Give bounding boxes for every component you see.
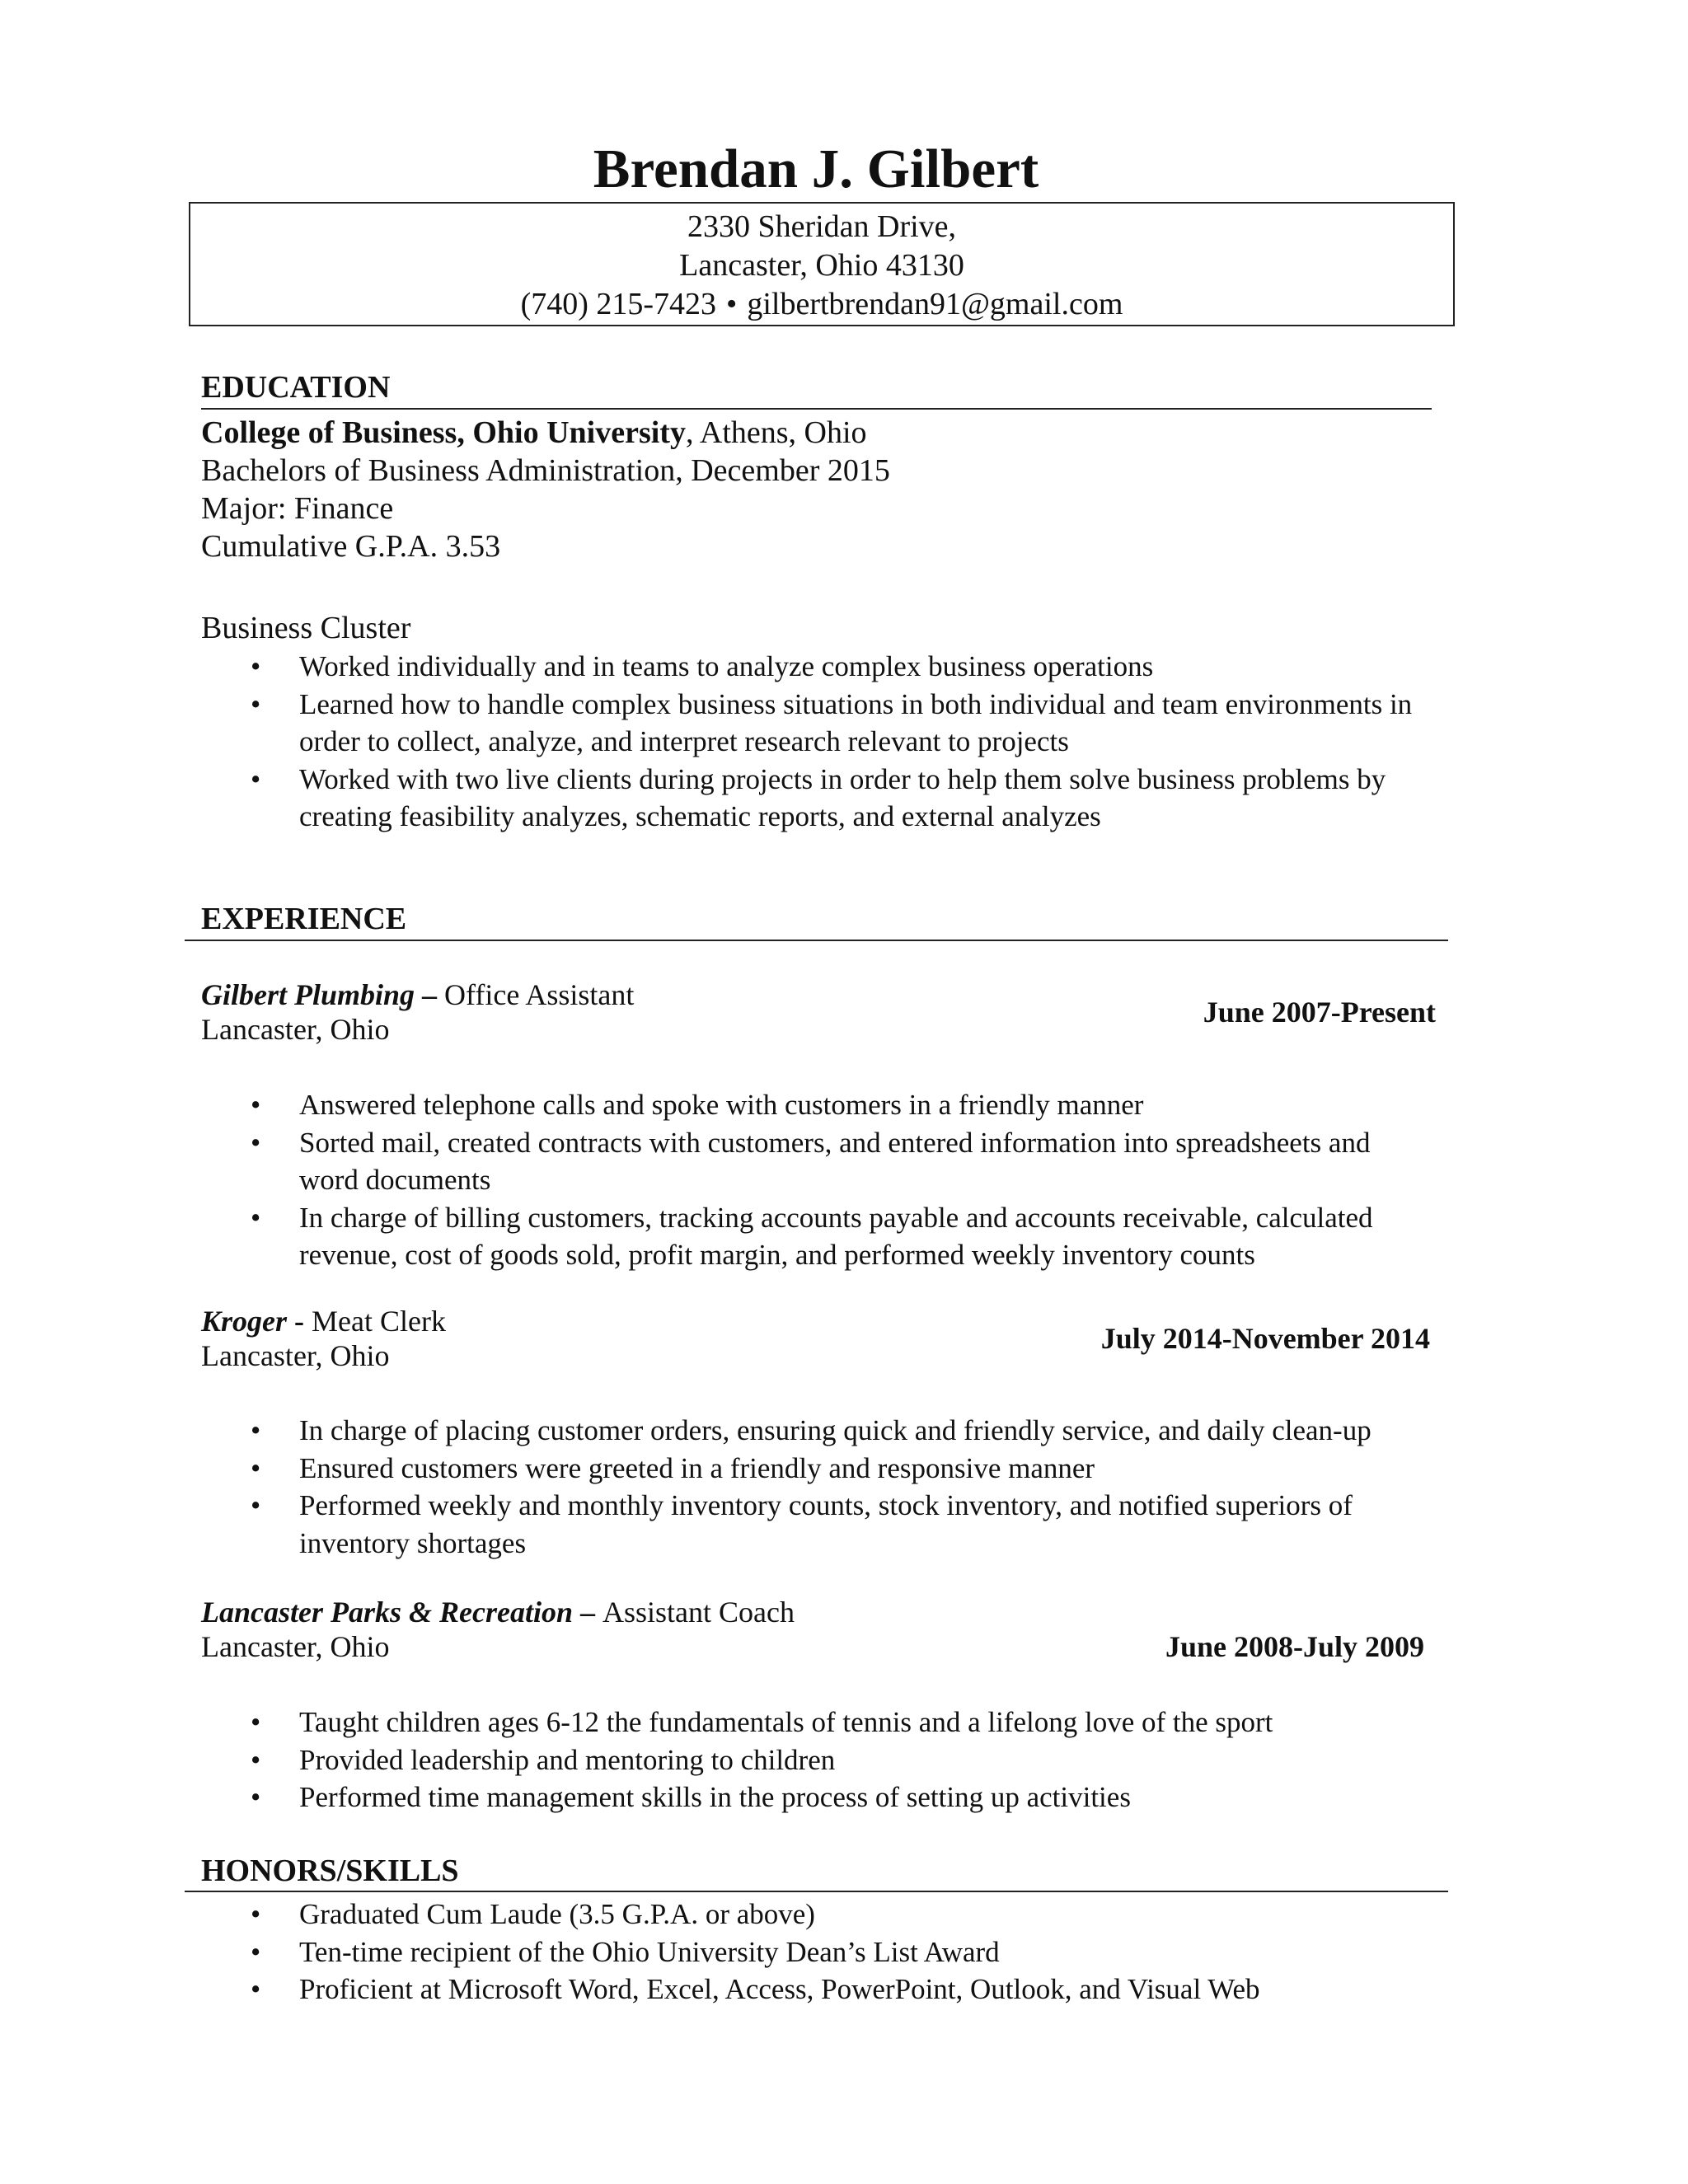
bullet-icon: • — [251, 762, 261, 795]
list-item: • Provided leadership and mentoring to children — [0, 1741, 1437, 1779]
degree-line: Bachelors of Business Administration, December 2015 — [201, 453, 890, 488]
job-location: Lancaster, Ohio — [201, 1013, 390, 1046]
candidate-name: Brendan J. Gilbert — [593, 138, 1039, 199]
job-role: Assistant Coach — [602, 1596, 795, 1629]
list-item: • Sorted mail, created contracts with customers, and entered information into spreadsheets and word documents — [0, 1124, 1437, 1199]
job-dates: June 2007-Present — [1203, 996, 1436, 1029]
list-item: • In charge of placing customer orders, ensuring quick and friendly service, and daily clean-up — [0, 1412, 1437, 1450]
bullet-icon: • — [251, 1089, 261, 1121]
contact-line — [190, 285, 1453, 324]
bullet-icon: • — [251, 1706, 261, 1738]
school-location: , Athens, Ohio — [685, 415, 867, 450]
phone-number: (740) 215-7423 — [520, 287, 717, 321]
bullet-icon: • — [251, 1935, 261, 1968]
job-title-line: Gilbert Plumbing – Office Assistant — [201, 978, 635, 1011]
gpa-line: Cumulative G.P.A. 3.53 — [201, 529, 501, 564]
list-item: • Ten-time recipient of the Ohio University Dean’s List Award — [0, 1933, 1437, 1971]
school-name: College of Business, Ohio University — [201, 415, 686, 450]
bullet-icon: • — [251, 1451, 261, 1484]
bullet-icon: • — [251, 1489, 261, 1521]
contact-box — [189, 202, 1455, 326]
company-name: Gilbert Plumbing — [201, 978, 415, 1011]
school-line — [201, 414, 890, 452]
bullet-icon: • — [251, 650, 261, 682]
bullet-icon: • — [251, 1898, 261, 1930]
honors-heading: HONORS/SKILLS — [201, 1854, 459, 1888]
bullet-icon: • — [251, 1126, 261, 1159]
email-address: gilbertbrendan91@gmail.com — [747, 287, 1123, 321]
bullet-icon: • — [251, 687, 261, 720]
job-bullet-list — [0, 1086, 1437, 1274]
education-details — [201, 414, 890, 565]
list-item: • Taught children ages 6-12 the fundamentals of tennis and a lifelong love of the sport — [0, 1704, 1437, 1741]
address-line-1: 2330 Sheridan Drive, — [687, 209, 957, 244]
experience-rule — [185, 940, 1448, 941]
list-item: • Proficient at Microsoft Word, Excel, Access, PowerPoint, Outlook, and Visual Web — [0, 1971, 1437, 2008]
job-role: Office Assistant — [444, 978, 635, 1011]
education-heading: EDUCATION — [201, 370, 391, 405]
job-dates: July 2014-November 2014 — [1100, 1322, 1430, 1355]
separator-bullet: • — [726, 287, 738, 321]
list-item: • Worked with two live clients during projects in order to help them solve business problems by creating feasibility analyzes, schematic reports, and external analyzes — [0, 761, 1437, 836]
honors-rule — [185, 1891, 1448, 1892]
cluster-bullet-list — [0, 648, 1437, 836]
bullet-icon: • — [251, 1743, 261, 1776]
list-item: • In charge of billing customers, tracking accounts payable and accounts receivable, calculated revenue, cost of goods sold, profit margin, and performed weekly inventory counts — [0, 1199, 1437, 1274]
education-rule — [201, 408, 1432, 410]
job-title-line: Kroger - Meat Clerk — [201, 1305, 446, 1338]
address-line-2: Lancaster, Ohio 43130 — [679, 248, 964, 283]
list-item: • Learned how to handle complex business situations in both individual and team environments in order to collect, analyze, and interpret research relevant to projects — [0, 686, 1437, 761]
job-dates: June 2008-July 2009 — [1165, 1630, 1424, 1663]
list-item: • Performed weekly and monthly inventory counts, stock inventory, and notified superiors of inventory shortages — [0, 1487, 1437, 1562]
list-item: • Performed time management skills in the process of setting up activities — [0, 1779, 1437, 1816]
job-title-line: Lancaster Parks & Recreation – Assistant Coach — [201, 1596, 795, 1629]
bullet-icon: • — [251, 1414, 261, 1446]
experience-heading: EXPERIENCE — [201, 902, 407, 936]
company-name: Lancaster Parks & Recreation — [201, 1596, 573, 1629]
list-item: • Worked individually and in teams to analyze complex business operations — [0, 648, 1437, 686]
major-line: Major: Finance — [201, 491, 394, 526]
job-bullet-list — [0, 1704, 1437, 1816]
list-item: • Answered telephone calls and spoke with customers in a friendly manner — [0, 1086, 1437, 1124]
company-name: Kroger — [201, 1305, 288, 1338]
job-bullet-list — [0, 1412, 1437, 1562]
list-item: • Graduated Cum Laude (3.5 G.P.A. or above) — [0, 1896, 1437, 1933]
job-location: Lancaster, Ohio — [201, 1339, 390, 1372]
bullet-icon: • — [251, 1973, 261, 2005]
bullet-icon: • — [251, 1781, 261, 1813]
honors-bullet-list — [0, 1896, 1437, 2008]
job-role: Meat Clerk — [312, 1305, 446, 1338]
bullet-icon: • — [251, 1201, 261, 1234]
job-location: Lancaster, Ohio — [201, 1630, 390, 1663]
list-item: • Ensured customers were greeted in a friendly and responsive manner — [0, 1450, 1437, 1488]
cluster-title: Business Cluster — [201, 611, 411, 645]
